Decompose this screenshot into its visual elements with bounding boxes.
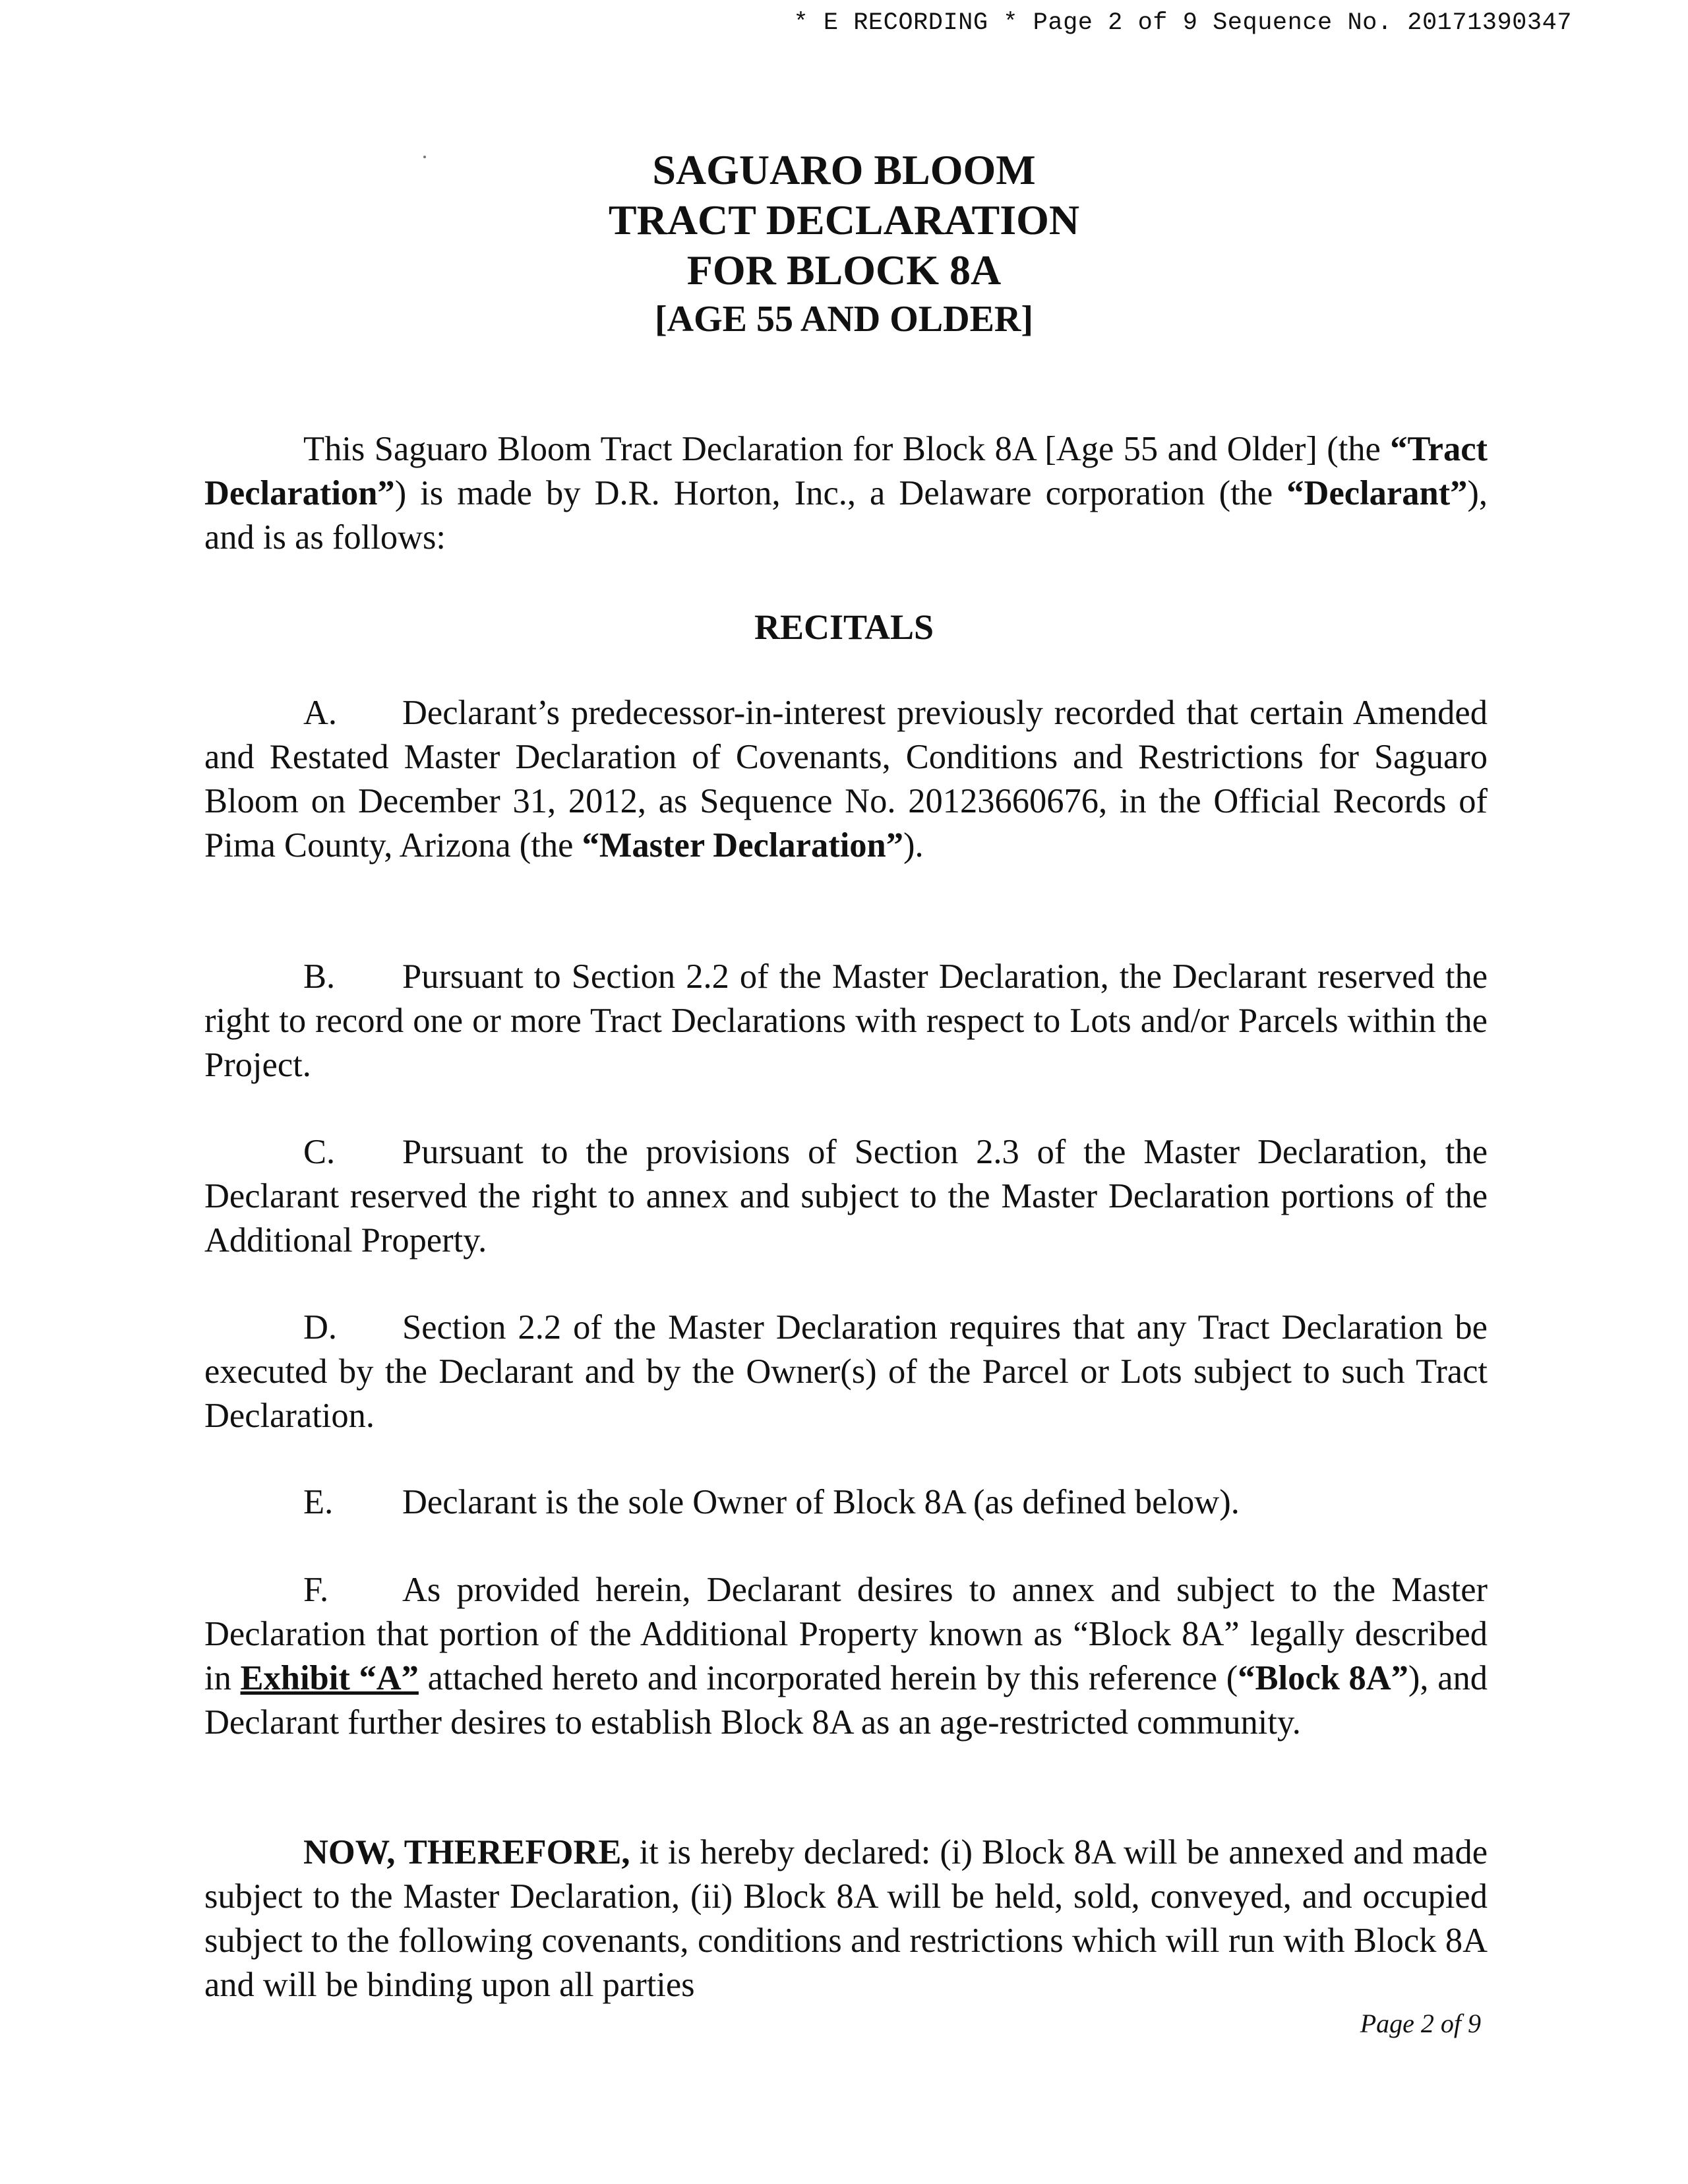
recital-d-letter: D. <box>303 1308 338 1347</box>
recital-d <box>204 1306 1488 1438</box>
recital-e-letter: E. <box>303 1483 334 1521</box>
recital-a-text: Declarant’s predecessor-in-interest previously recorded that certain Amended and Restated Master Declaration of Covenants, Conditions and Restrictions for Saguaro Bloom on December 31, 2012, as Sequence No. 20123660676, in the Official Records of Pima County, Arizona (the <box>204 694 1488 864</box>
recital-c-letter: C. <box>303 1133 336 1171</box>
intro-defined-term-declarant: “Declarant” <box>1286 474 1468 512</box>
intro-text-1: This Saguaro Bloom Tract Declaration for Block 8A [Age 55 and Older] (the <box>303 430 1391 468</box>
recital-f-letter: F. <box>303 1571 329 1609</box>
now-therefore-paragraph <box>204 1831 1488 2007</box>
recital-d-text: Section 2.2 of the Master Declaration requires that any Tract Declaration be executed by the Declarant and by the Owner(s) of the Parcel or Lots subject to such Tract Declaration. <box>204 1308 1488 1435</box>
intro-paragraph <box>204 427 1488 560</box>
recital-f <box>204 1568 1488 1745</box>
now-therefore-text: it is hereby declared: (i) Block 8A will be annexed and made subject to the Master Declaration, (ii) Block 8A will be held, sold, conveyed, and occupied subject to the following covenants, conditions and restrictions which will run with Block 8A and will be binding upon all parties <box>204 1833 1488 2004</box>
intro-text-2: ) is made by D.R. Horton, Inc., a Delaware corporation (the <box>394 474 1287 512</box>
recitals-heading: RECITALS <box>754 607 934 647</box>
recital-c <box>204 1130 1488 1263</box>
recital-b <box>204 955 1488 1087</box>
recital-b-letter: B. <box>303 957 336 996</box>
page-number-footer: Page 2 of 9 <box>1360 2009 1481 2038</box>
intro-text-3: ), and is as follows: <box>204 474 1488 557</box>
title-line-2: TRACT DECLARATION <box>608 197 1080 243</box>
recording-header: * E RECORDING * Page 2 of 9 Sequence No. 20171390347 <box>793 9 1572 37</box>
recital-b-text: Pursuant to Section 2.2 of the Master Declaration, the Declarant reserved the right to record one or more Tract Declarations with respect to Lots and/or Parcels within the Project. <box>204 957 1488 1084</box>
recital-f-text-1: As provided herein, Declarant desires to annex and subject to the Master Declaration that portion of the Additional Property known as “Block 8A” legally described in <box>204 1571 1488 1697</box>
document-title <box>0 145 1688 343</box>
title-line-1: SAGUARO BLOOM <box>652 146 1036 193</box>
recital-a <box>204 691 1488 868</box>
now-therefore-lead: NOW, THEREFORE, <box>303 1833 630 1871</box>
intro-defined-term-tract: “Tract Declaration” <box>204 430 1488 512</box>
recital-a-text-end: ). <box>903 826 924 864</box>
title-line-3: FOR BLOCK 8A <box>686 247 1002 293</box>
recital-c-text: Pursuant to the provisions of Section 2.3 of the Master Declaration, the Declarant reserved the right to annex and subject to the Master Declaration portions of the Additional Property. <box>204 1133 1488 1259</box>
recital-e <box>204 1480 1488 1525</box>
title-line-4: [AGE 55 AND OLDER] <box>654 299 1034 340</box>
recital-a-letter: A. <box>303 694 338 732</box>
recital-f-text-3: ), and Declarant further desires to establish Block 8A as an age-restricted community. <box>204 1659 1488 1742</box>
exhibit-a-reference: Exhibit “A” <box>240 1659 419 1697</box>
recital-f-text-2: attached hereto and incorporated herein by this reference ( <box>418 1659 1238 1697</box>
recital-a-defined-term: “Master Declaration” <box>582 826 903 864</box>
recital-e-text: Declarant is the sole Owner of Block 8A (as defined below). <box>402 1483 1240 1521</box>
recital-f-defined-term: “Block 8A” <box>1238 1659 1408 1697</box>
